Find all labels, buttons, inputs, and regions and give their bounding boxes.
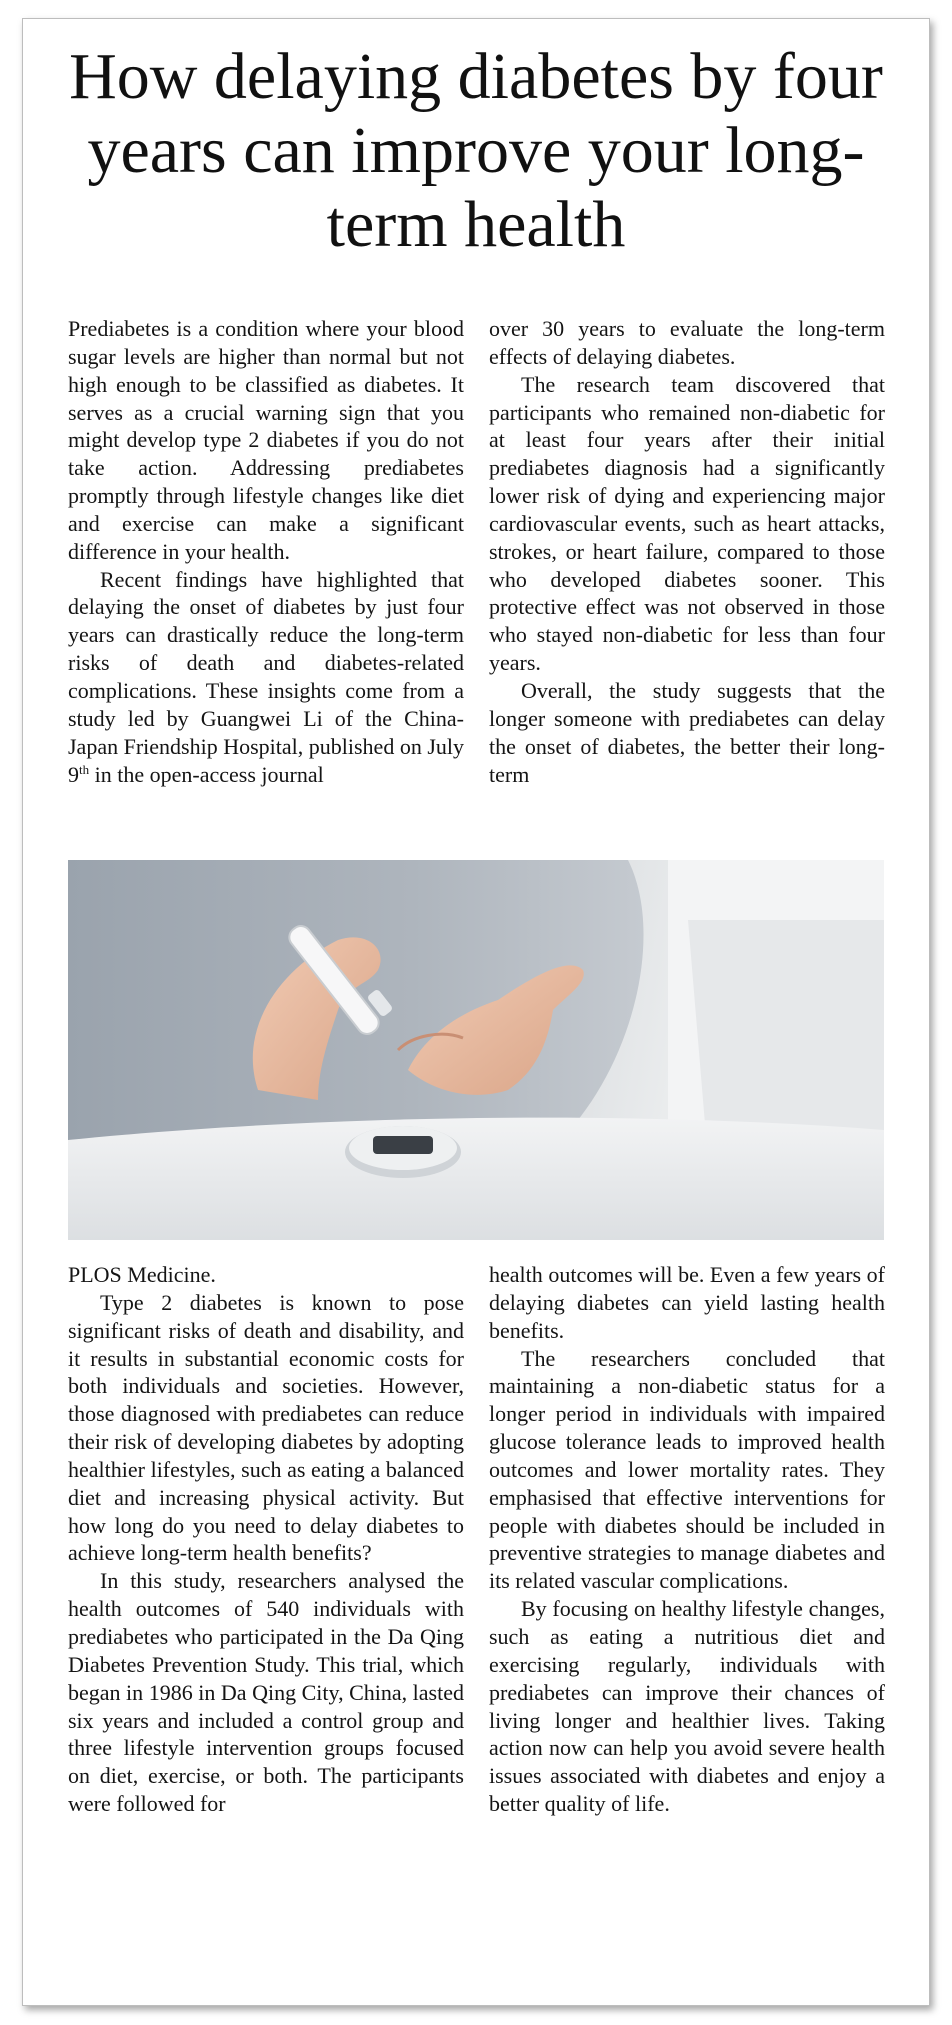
paragraph: Prediabetes is a condition where your blood sugar levels are higher than normal but not high enough to be classified as diabetes. It serves as a crucial warning sign that you might develop type 2 diabetes if you do not take action. Addressing prediabetes promptly through lifestyle changes like diet and exercise can make a significant difference in your health. [68,316,464,564]
article-column-2 [489,315,885,788]
photo-illustration [68,860,884,1240]
paragraph-text: Recent findings have highlighted that delaying the onset of diabetes by just four years can drastically reduce the long-term risks of death and diabetes-related complications. These insights come from a study led by Guangwei Li of the China-Japan Friendship Hospital, published on July 9 [68,566,464,787]
paragraph: Overall, the study suggests that the longer someone with prediabetes can delay the onset of diabetes, the better their long-term [489,677,885,787]
ordinal-suffix: th [79,761,90,777]
paragraph: over 30 years to evaluate the long-term effects of delaying diabetes. [489,316,885,369]
paragraph: health outcomes will be. Even a few years of delaying diabetes can yield lasting health benefits. [489,1262,885,1343]
paragraph [68,566,464,789]
paragraph: The research team discovered that participants who remained non-diabetic for at least four years after their initial prediabetes diagnosis had a significantly lower risk of dying and experiencing major cardiovascular events, such as heart attacks, strokes, or heart failure, compared to those who developed diabetes sooner. This protective effect was not observed in those who stayed non-diabetic for less than four years. [489,371,885,676]
glucose-test-photo [68,860,884,1240]
article-column-4 [489,1261,885,1818]
paragraph: In this study, researchers analysed the health outcomes of 540 individuals with prediabetes who participated in the Da Qing Diabetes Prevention Study. This trial, which began in 1986 in Da Qing City, China, lasted six years and included a control group and three lifestyle intervention groups focused on diet, exercise, or both. The participants were followed for [68,1568,464,1817]
paragraph: By focusing on healthy lifestyle changes, such as eating a nutritious diet and exercising regularly, individuals with prediabetes can improve their chances of living longer and healthier lives. Taking action now can help you avoid severe health issues associated with diabetes and enjoy a better quality of life. [489,1596,885,1817]
paragraph-text: in the open-access journal [89,761,324,787]
article-headline: How delaying diabetes by four years can improve your long-term health [69,40,883,261]
article-column-3 [68,1261,464,1818]
paragraph: The researchers concluded that maintaining a non-diabetic status for a longer period in individuals with impaired glucose tolerance leads to improved health outcomes and lower mortality rates. They emphasised that effective interventions for people with diabetes should be included in preventive strategies to manage diabetes and its related vascular complications. [489,1345,885,1594]
paragraph: PLOS Medicine. [68,1262,216,1287]
paragraph: Type 2 diabetes is known to pose significant risks of death and disability, and it results in substantial economic costs for both individuals and societies. However, those diagnosed with prediabetes can reduce their risk of developing diabetes by adopting healthier lifestyles, such as eating a balanced diet and increasing physical activity. But how long do you need to delay diabetes to achieve long-term health benefits? [68,1289,464,1566]
article-column-1 [68,315,464,788]
